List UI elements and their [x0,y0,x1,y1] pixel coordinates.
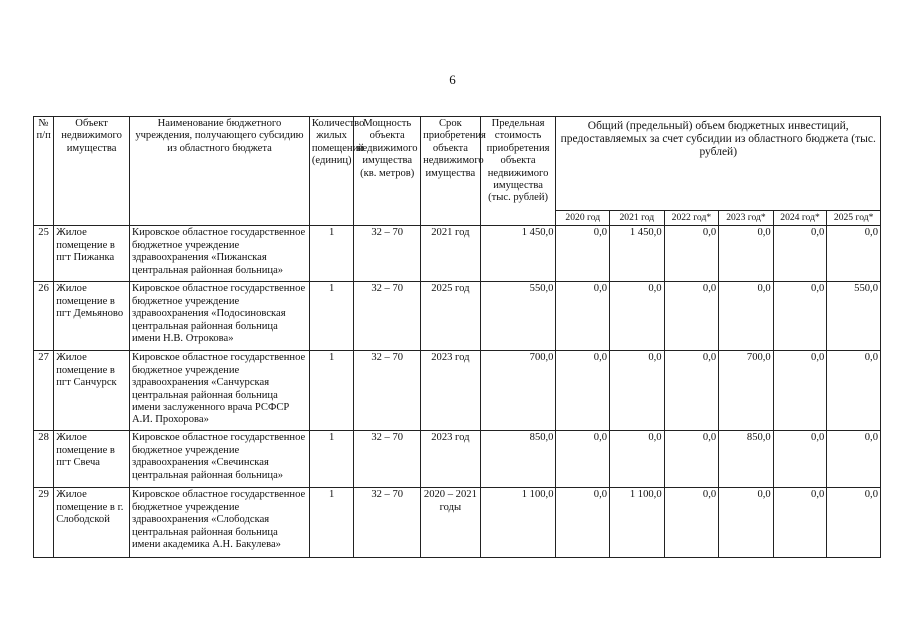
cell-quantity: 1 [309,351,353,431]
table-row [34,351,881,431]
cell-y2020: 0,0 [556,431,610,488]
cell-num: 27 [34,351,54,431]
cell-y2022: 0,0 [664,431,719,488]
cell-quantity: 1 [309,226,353,282]
cell-y2021: 0,0 [610,431,665,488]
cell-y2022: 0,0 [664,282,719,351]
cell-institution: Кировское областное государственное бюджетное учреждение здравоохранения «Санчурская центральная районная больница имени заслуженного врача РСФСР А.И. Прохорова» [130,351,310,431]
table-row [34,488,881,558]
cell-y2024: 0,0 [773,226,827,282]
header-institution: Наименование бюджетного учреждения, получающего субсидию из областного бюджета [130,117,310,226]
cell-object: Жилое помещение в пгт Пижанка [54,226,130,282]
cell-term: 2020 – 2021 годы [421,488,481,558]
cell-num: 26 [34,282,54,351]
table-row [34,282,881,351]
header-cost: Предельная стоимость приобретения объекта недвижимого имущества (тыс. рублей) [480,117,556,226]
header-term: Срок приобретения объекта недвижимого имущества [421,117,481,226]
cell-object: Жилое помещение в пгт Санчурск [54,351,130,431]
cell-institution: Кировское областное государственное бюджетное учреждение здравоохранения «Свечинская центральная районная больница» [130,431,310,488]
cell-y2023: 0,0 [719,226,774,282]
cell-y2023: 850,0 [719,431,774,488]
cell-institution: Кировское областное государственное бюджетное учреждение здравоохранения «Подосиновская центральная районная больница имени Н.В. Отрокова» [130,282,310,351]
cell-y2022: 0,0 [664,488,719,558]
cell-y2023: 700,0 [719,351,774,431]
cell-y2024: 0,0 [773,282,827,351]
cell-y2022: 0,0 [664,351,719,431]
cell-y2020: 0,0 [556,488,610,558]
cell-quantity: 1 [309,431,353,488]
header-year-2023: 2023 год* [719,211,774,226]
cell-term: 2023 год [421,431,481,488]
cell-term: 2021 год [421,226,481,282]
cell-y2025: 0,0 [827,226,881,282]
cell-y2025: 0,0 [827,431,881,488]
cell-y2021: 0,0 [610,282,665,351]
cell-y2024: 0,0 [773,351,827,431]
table-row [34,226,881,282]
cell-y2021: 1 100,0 [610,488,665,558]
cell-y2021: 1 450,0 [610,226,665,282]
budget-investment-table [33,116,881,558]
cell-cost: 850,0 [480,431,556,488]
cell-cost: 550,0 [480,282,556,351]
header-capacity: Мощность объекта недвижимого имущества (кв. метров) [354,117,421,226]
table-row [34,431,881,488]
cell-quantity: 1 [309,282,353,351]
cell-y2020: 0,0 [556,351,610,431]
header-object: Объект недвижимого имущества [54,117,130,226]
cell-capacity: 32 – 70 [354,431,421,488]
header-year-2020: 2020 год [556,211,610,226]
cell-capacity: 32 – 70 [354,226,421,282]
cell-y2023: 0,0 [719,282,774,351]
cell-capacity: 32 – 70 [354,488,421,558]
cell-capacity: 32 – 70 [354,351,421,431]
cell-y2020: 0,0 [556,226,610,282]
cell-object: Жилое помещение в г. Слободской [54,488,130,558]
cell-institution: Кировское областное государственное бюджетное учреждение здравоохранения «Пижанская центральная районная больница» [130,226,310,282]
cell-num: 25 [34,226,54,282]
cell-y2020: 0,0 [556,282,610,351]
header-year-2021: 2021 год [610,211,665,226]
header-year-2025: 2025 год* [827,211,881,226]
cell-object: Жилое помещение в пгт Свеча [54,431,130,488]
cell-y2024: 0,0 [773,431,827,488]
cell-term: 2023 год [421,351,481,431]
header-year-2022: 2022 год* [664,211,719,226]
header-quantity: Количество жилых помещений (единиц) [309,117,353,226]
header-num: № п/п [34,117,54,226]
cell-y2025: 0,0 [827,351,881,431]
cell-object: Жилое помещение в пгт Демьяново [54,282,130,351]
cell-cost: 1 100,0 [480,488,556,558]
cell-quantity: 1 [309,488,353,558]
cell-num: 28 [34,431,54,488]
cell-num: 29 [34,488,54,558]
header-investments: Общий (предельный) объем бюджетных инвестиций, предоставляемых за счет субсидии из областного бюджета (тыс. рублей) [556,117,881,211]
header-year-2024: 2024 год* [773,211,827,226]
cell-term: 2025 год [421,282,481,351]
cell-capacity: 32 – 70 [354,282,421,351]
cell-cost: 1 450,0 [480,226,556,282]
cell-y2021: 0,0 [610,351,665,431]
cell-institution: Кировское областное государственное бюджетное учреждение здравоохранения «Слободская центральная районная больница имени академика А.Н. Бакулева» [130,488,310,558]
cell-y2024: 0,0 [773,488,827,558]
cell-y2025: 0,0 [827,488,881,558]
cell-cost: 700,0 [480,351,556,431]
cell-y2023: 0,0 [719,488,774,558]
cell-y2025: 550,0 [827,282,881,351]
cell-y2022: 0,0 [664,226,719,282]
page-number: 6 [449,72,456,87]
